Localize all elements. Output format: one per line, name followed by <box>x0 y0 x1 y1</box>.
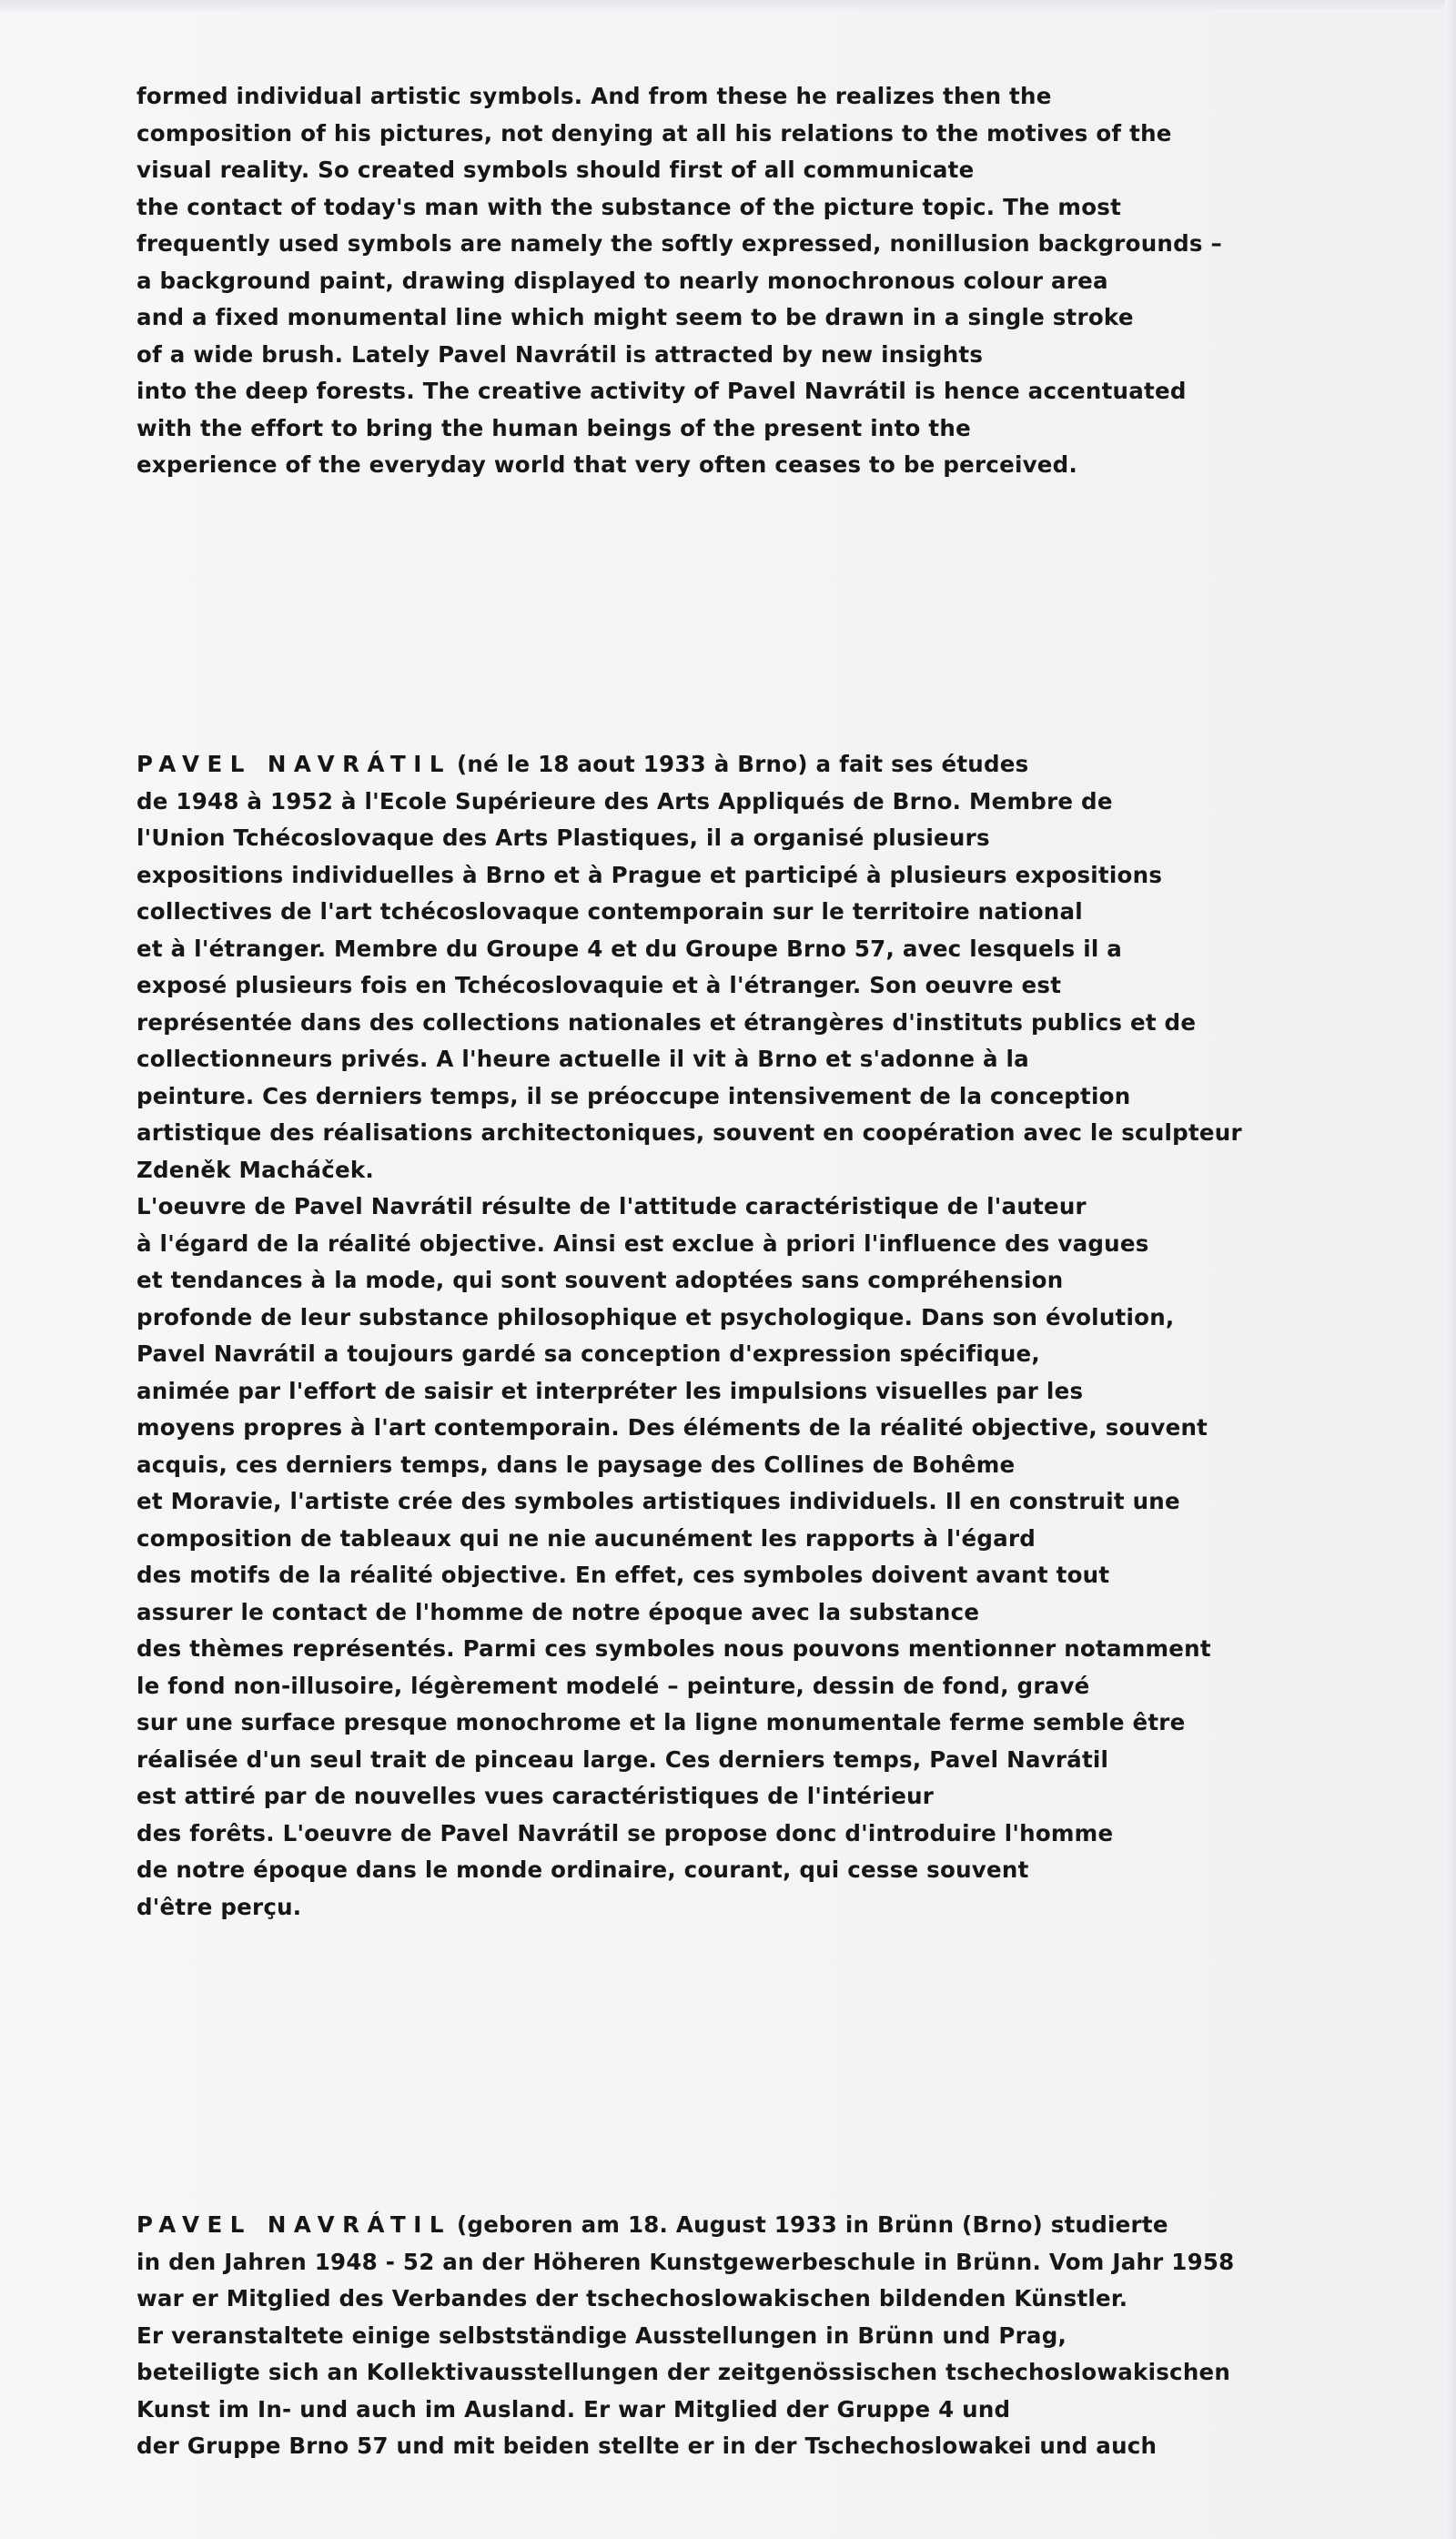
text-line: assurer le contact de l'homme de notre époque avec la substance <box>136 1598 980 1625</box>
text-line: moyens propres à l'art contemporain. Des éléments de la réalité objective, souvent <box>136 1414 1208 1441</box>
text-line: beteiligte sich an Kollektivausstellungen der zeitgenössischen tschechoslowakischen <box>136 2359 1231 2385</box>
text-line: der Gruppe Brno 57 und mit beiden stellte er in der Tschechoslowakei und auch <box>136 2433 1158 2459</box>
text-line-first <box>136 746 1356 784</box>
text-line: de notre époque dans le monde ordinaire, courant, qui cesse souvent <box>136 1856 1029 1883</box>
text-line: des forêts. L'oeuvre de Pavel Navrátil se propose donc d'introduire l'homme <box>136 1819 1114 1846</box>
text-line: sur une surface presque monochrome et la ligne monumentale ferme semble être <box>136 1709 1186 1735</box>
text-line: réalisée d'un seul trait de pinceau large. Ces derniers temps, Pavel Navrátil <box>136 1745 1109 1773</box>
text-line: collectionneurs privés. A l'heure actuelle il vit à Brno et s'adonne à la <box>136 1046 1029 1072</box>
text-line: L'oeuvre de Pavel Navrátil résulte de l'attitude caractéristique de l'auteur <box>136 1193 1087 1219</box>
text-line: into the deep forests. The creative activity of Pavel Navrátil is hence accentuated <box>136 378 1187 404</box>
text-line: et tendances à la mode, qui sont souvent adoptées sans compréhension <box>136 1267 1064 1293</box>
text-line: war er Mitglied des Verbandes der tschechoslowakischen bildenden Künstler. <box>136 2285 1128 2311</box>
text-line: collectives de l'art tchécoslovaque contemporain sur le territoire national <box>136 898 1083 925</box>
text-line: animée par l'effort de saisir et interpréter les impulsions visuelles par les <box>136 1377 1084 1404</box>
text-line: formed individual artistic symbols. And from these he realizes then the <box>136 83 1052 109</box>
text-line: profonde de leur substance philosophique et psychologique. Dans son évolution, <box>136 1303 1175 1330</box>
text-line: frequently used symbols are namely the softly expressed, nonillusion backgrounds – <box>136 230 1223 257</box>
text-line: des thèmes représentés. Parmi ces symboles nous pouvons mentionner notamment <box>136 1635 1211 1662</box>
page-right-edge <box>1445 0 1456 2539</box>
text-line: exposé plusieurs fois en Tchécoslovaquie et à l'étranger. Son oeuvre est <box>136 972 1062 998</box>
text-line: expositions individuelles à Brno et à Prague et participé à plusieurs expositions <box>136 861 1163 888</box>
text-line-rest: (geboren am 18. August 1933 in Brünn (Brno) studierte <box>456 2211 1168 2238</box>
artist-name: PAVEL NAVRÁTIL <box>136 751 451 777</box>
text-line: in den Jahren 1948 - 52 an der Höheren Kunstgewerbeschule in Brünn. Vom Jahr 1958 <box>136 2248 1235 2275</box>
text-line: Kunst im In- und auch im Ausland. Er war Mitglied der Gruppe 4 und <box>136 2395 1011 2423</box>
text-line: des motifs de la réalité objective. En effet, ces symboles doivent avant tout <box>136 1562 1110 1588</box>
text-line: d'être perçu. <box>136 1893 302 1920</box>
text-line-rest: (né le 18 aout 1933 à Brno) a fait ses études <box>456 751 1029 777</box>
text-line: artistique des réalisations architectoniques, souvent en coopération avec le sculpteur <box>136 1119 1242 1146</box>
page-top-edge <box>0 0 1456 13</box>
text-line: Zdeněk Macháček. <box>136 1156 374 1183</box>
text-line: and a fixed monumental line which might seem to be drawn in a single stroke <box>136 304 1134 330</box>
text-line-first <box>136 2207 1356 2244</box>
text-line: the contact of today's man with the substance of the picture topic. The most <box>136 193 1122 220</box>
text-line: représentée dans des collections nationales et étrangères d'instituts publics et de <box>136 1008 1197 1036</box>
text-line: le fond non-illusoire, légèrement modelé – peinture, dessin de fond, gravé <box>136 1672 1090 1699</box>
text-line: à l'égard de la réalité objective. Ainsi est exclue à priori l'influence des vagues <box>136 1229 1149 1257</box>
german-paragraph <box>136 2207 1356 2465</box>
text-line: et Moravie, l'artiste crée des symboles artistiques individuels. Il en construit une <box>136 1488 1180 1514</box>
text-line: est attiré par de nouvelles vues caractéristiques de l'intérieur <box>136 1783 935 1809</box>
text-line: a background paint, drawing displayed to nearly monochronous colour area <box>136 267 1108 294</box>
artist-name: PAVEL NAVRÁTIL <box>136 2211 451 2238</box>
english-paragraph <box>136 78 1356 484</box>
text-line: of a wide brush. Lately Pavel Navrátil is attracted by new insights <box>136 340 984 368</box>
text-line: with the effort to bring the human beings of the present into the <box>136 414 971 441</box>
text-line: composition de tableaux qui ne nie aucunément les rapports à l'égard <box>136 1524 1036 1552</box>
text-line: peinture. Ces derniers temps, il se préoccupe intensivement de la conception <box>136 1082 1131 1109</box>
text-line: composition of his pictures, not denying at all his relations to the motives of the <box>136 119 1172 147</box>
french-paragraph <box>136 746 1356 1926</box>
text-line: et à l'étranger. Membre du Groupe 4 et du Groupe Brno 57, avec lesquels il a <box>136 935 1123 962</box>
text-line: visual reality. So created symbols should first of all communicate <box>136 157 975 183</box>
text-line: l'Union Tchécoslovaque des Arts Plastiques, il a organisé plusieurs <box>136 824 990 851</box>
text-line: acquis, ces derniers temps, dans le paysage des Collines de Bohême <box>136 1451 1016 1478</box>
text-line: de 1948 à 1952 à l'Ecole Supérieure des Arts Appliqués de Brno. Membre de <box>136 787 1113 814</box>
text-line: experience of the everyday world that very often ceases to be perceived. <box>136 451 1078 478</box>
text-line: Er veranstaltete einige selbstständige Ausstellungen in Brünn und Prag, <box>136 2322 1067 2349</box>
text-line: Pavel Navrátil a toujours gardé sa conception d'expression spécifique, <box>136 1340 1040 1367</box>
